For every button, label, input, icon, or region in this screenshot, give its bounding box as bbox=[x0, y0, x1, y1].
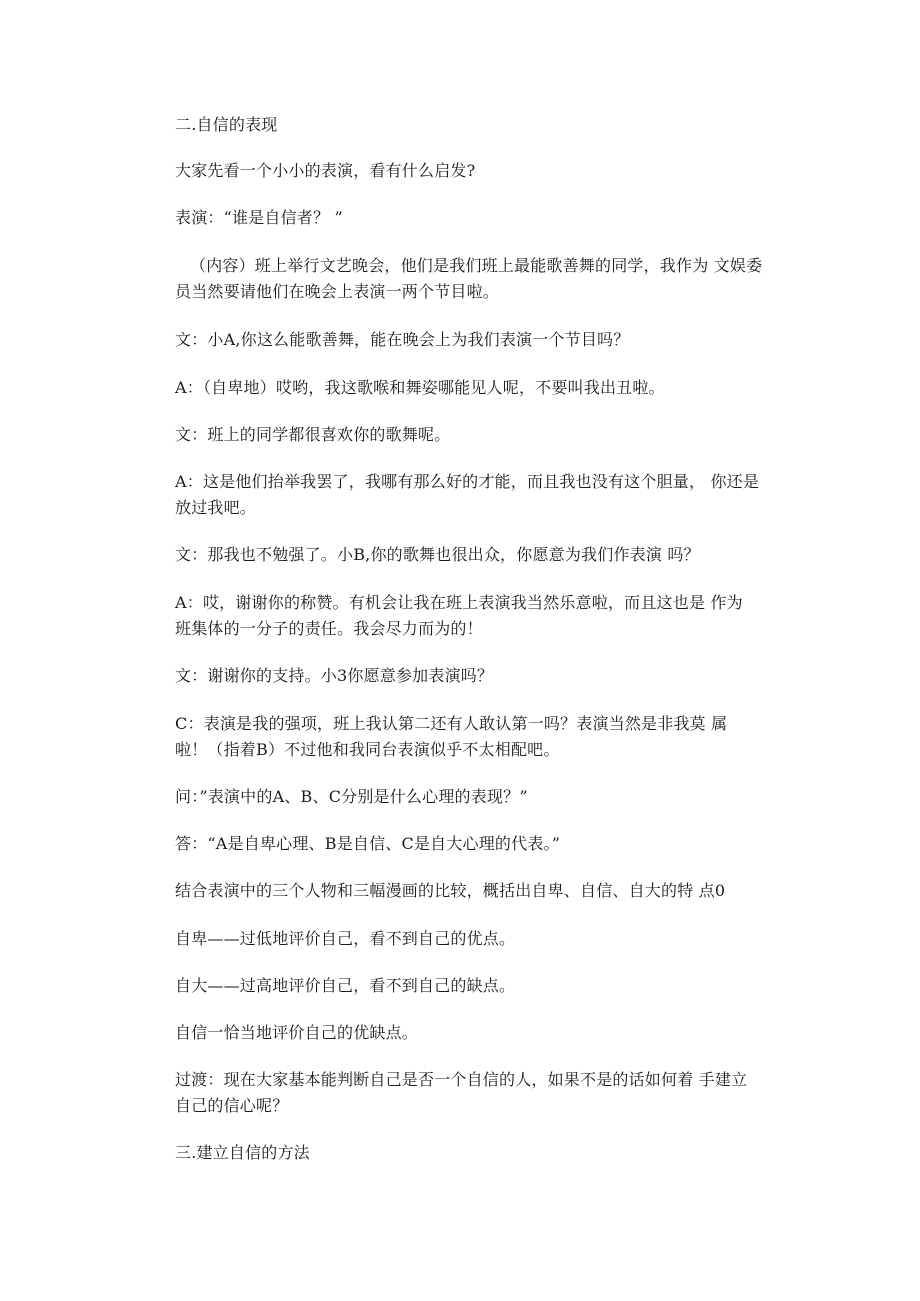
dialogue-line-8a: C：表演是我的强项，班上我认第二还有人敢认第一吗？表演当然是非我莫 属 bbox=[175, 714, 728, 733]
transition-line-2: 自己的信心呢？ bbox=[175, 1096, 289, 1115]
transition-line-1: 过渡：现在大家基本能判断自己是否一个自信的人，如果不是的话如何着 手建立 bbox=[175, 1070, 748, 1089]
answer-line: 答：“A是自卑心理、B是自信、C是自大心理的代表。” bbox=[175, 834, 561, 853]
definition-confidence: 自信一恰当地评价自己的优缺点。 bbox=[175, 1023, 419, 1042]
summary-line: 结合表演中的三个人物和三幅漫画的比较，概括出自卑、自信、自大的特 点0 bbox=[175, 881, 726, 900]
dialogue-line-8b: 啦！（指着B）不过他和我同台表演似乎不太相配吧。 bbox=[175, 740, 560, 759]
paragraph-content-line-2: 员当然要请他们在晚会上表演一两个节目啦。 bbox=[175, 282, 500, 301]
dialogue-line-7: 文：谢谢你的支持。小3你愿意参加表演吗？ bbox=[175, 666, 494, 685]
dialogue-line-1: 文：小A,你这么能歌善舞，能在晚会上为我们表演一个节目吗？ bbox=[175, 330, 630, 349]
definition-arrogance: 自大——过高地评价自己，看不到自己的缺点。 bbox=[175, 976, 516, 995]
section-heading-3: 三.建立自信的方法 bbox=[175, 1143, 310, 1162]
section-heading-2: 二.自信的表现 bbox=[175, 115, 278, 134]
dialogue-line-6a: A：哎，谢谢你的称赞。有机会让我在班上表演我当然乐意啦，而且这也是 作为 bbox=[175, 593, 743, 612]
definition-inferiority: 自卑——过低地评价自己，看不到自己的优点。 bbox=[175, 929, 516, 948]
question-line: 问：”表演中的A、B、C分别是什么心理的表现？” bbox=[175, 787, 528, 806]
dialogue-line-6b: 班集体的一分子的责任。我会尽力而为的！ bbox=[175, 619, 483, 638]
paragraph-intro: 大家先看一个小小的表演，看有什么启发? bbox=[175, 161, 476, 180]
dialogue-line-5: 文：那我也不勉强了。小B,你的歌舞也很出众，你愿意为我们作表演 吗？ bbox=[175, 545, 700, 564]
dialogue-line-3: 文：班上的同学都很喜欢你的歌舞呢。 bbox=[175, 425, 451, 444]
dialogue-line-2: A：（自卑地）哎哟，我这歌喉和舞姿哪能见人呢，不要叫我出丑啦。 bbox=[175, 378, 665, 397]
dialogue-line-4b: 放过我吧。 bbox=[175, 498, 257, 517]
dialogue-line-4a: A：这是他们抬举我罢了，我哪有那么好的才能，而且我也没有这个胆量， 你还是 bbox=[175, 472, 760, 491]
paragraph-content-line-1: （内容）班上举行文艺晚会，他们是我们班上最能歌善舞的同学，我作为 文娱委 bbox=[190, 256, 763, 275]
paragraph-performance-title: 表演：“谁是自信者？ ” bbox=[175, 208, 343, 227]
